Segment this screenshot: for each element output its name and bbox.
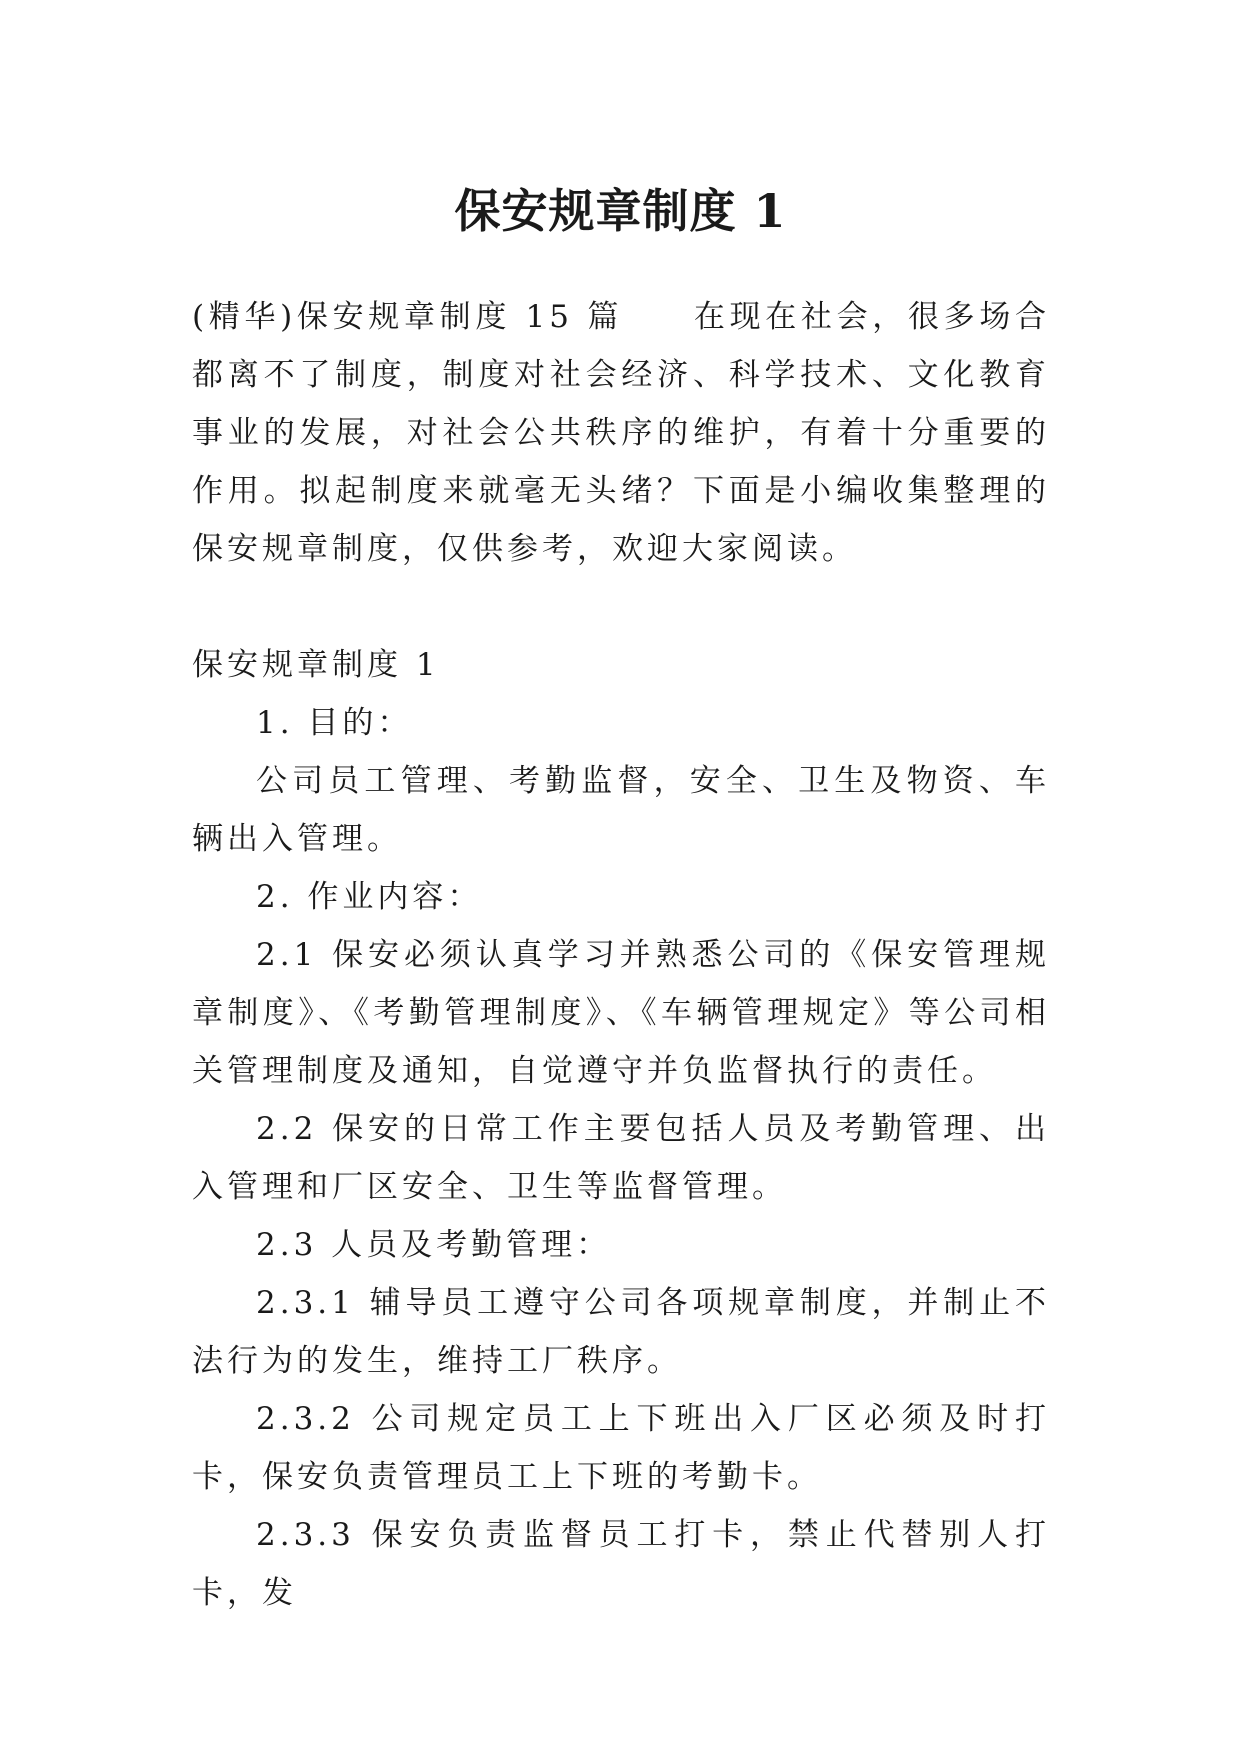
paragraph-2-3: 2.3 人员及考勤管理： — [256, 1227, 612, 1263]
section-heading: 保安规章制度 1 — [192, 647, 440, 683]
paragraph-2-2: 2.2 保安的日常工作主要包括人员及考勤管理、出入管理和厂区安全、卫生等监督管理。 — [192, 1111, 1050, 1205]
paragraph-2-3-3: 2.3.3 保安负责监督员工打卡，禁止代替别人打卡，发 — [192, 1517, 1050, 1611]
intro-lead: (精华)保安规章制度 15 篇 — [192, 299, 624, 335]
paragraph-2-3-2: 2.3.2 公司规定员工上下班出入厂区必须及时打卡，保安负责管理员工上下班的考勤卡。 — [192, 1401, 1050, 1495]
paragraph-purpose-heading: 1. 目的： — [256, 705, 413, 741]
intro-text: 在现在社会，很多场合都离不了制度，制度对社会经济、科学技术、文化教育事业的发展，对社会公共秩序的维护，有着十分重要的作用。拟起制度来就毫无头绪？下面是小编收集整理的保安规章制度，仅供参考，欢迎大家阅读。 — [192, 299, 1051, 567]
paragraph-purpose-text: 公司员工管理、考勤监督，安全、卫生及物资、车辆出入管理。 — [192, 763, 1050, 857]
paragraph-2-1: 2.1 保安必须认真学习并熟悉公司的《保安管理规章制度》、《考勤管理制度》、《车辆管理规定》等公司相关管理制度及通知，自觉遵守并负监督执行的责任。 — [192, 937, 1050, 1089]
document-body — [192, 288, 1050, 1622]
intro-paragraph — [192, 288, 1050, 578]
paragraph-work-heading: 2. 作业内容： — [256, 879, 483, 915]
page-title: 保安规章制度 1 — [454, 183, 787, 238]
paragraph-2-3-1: 2.3.1 辅导员工遵守公司各项规章制度，并制止不法行为的发生，维持工厂秩序。 — [192, 1285, 1050, 1379]
